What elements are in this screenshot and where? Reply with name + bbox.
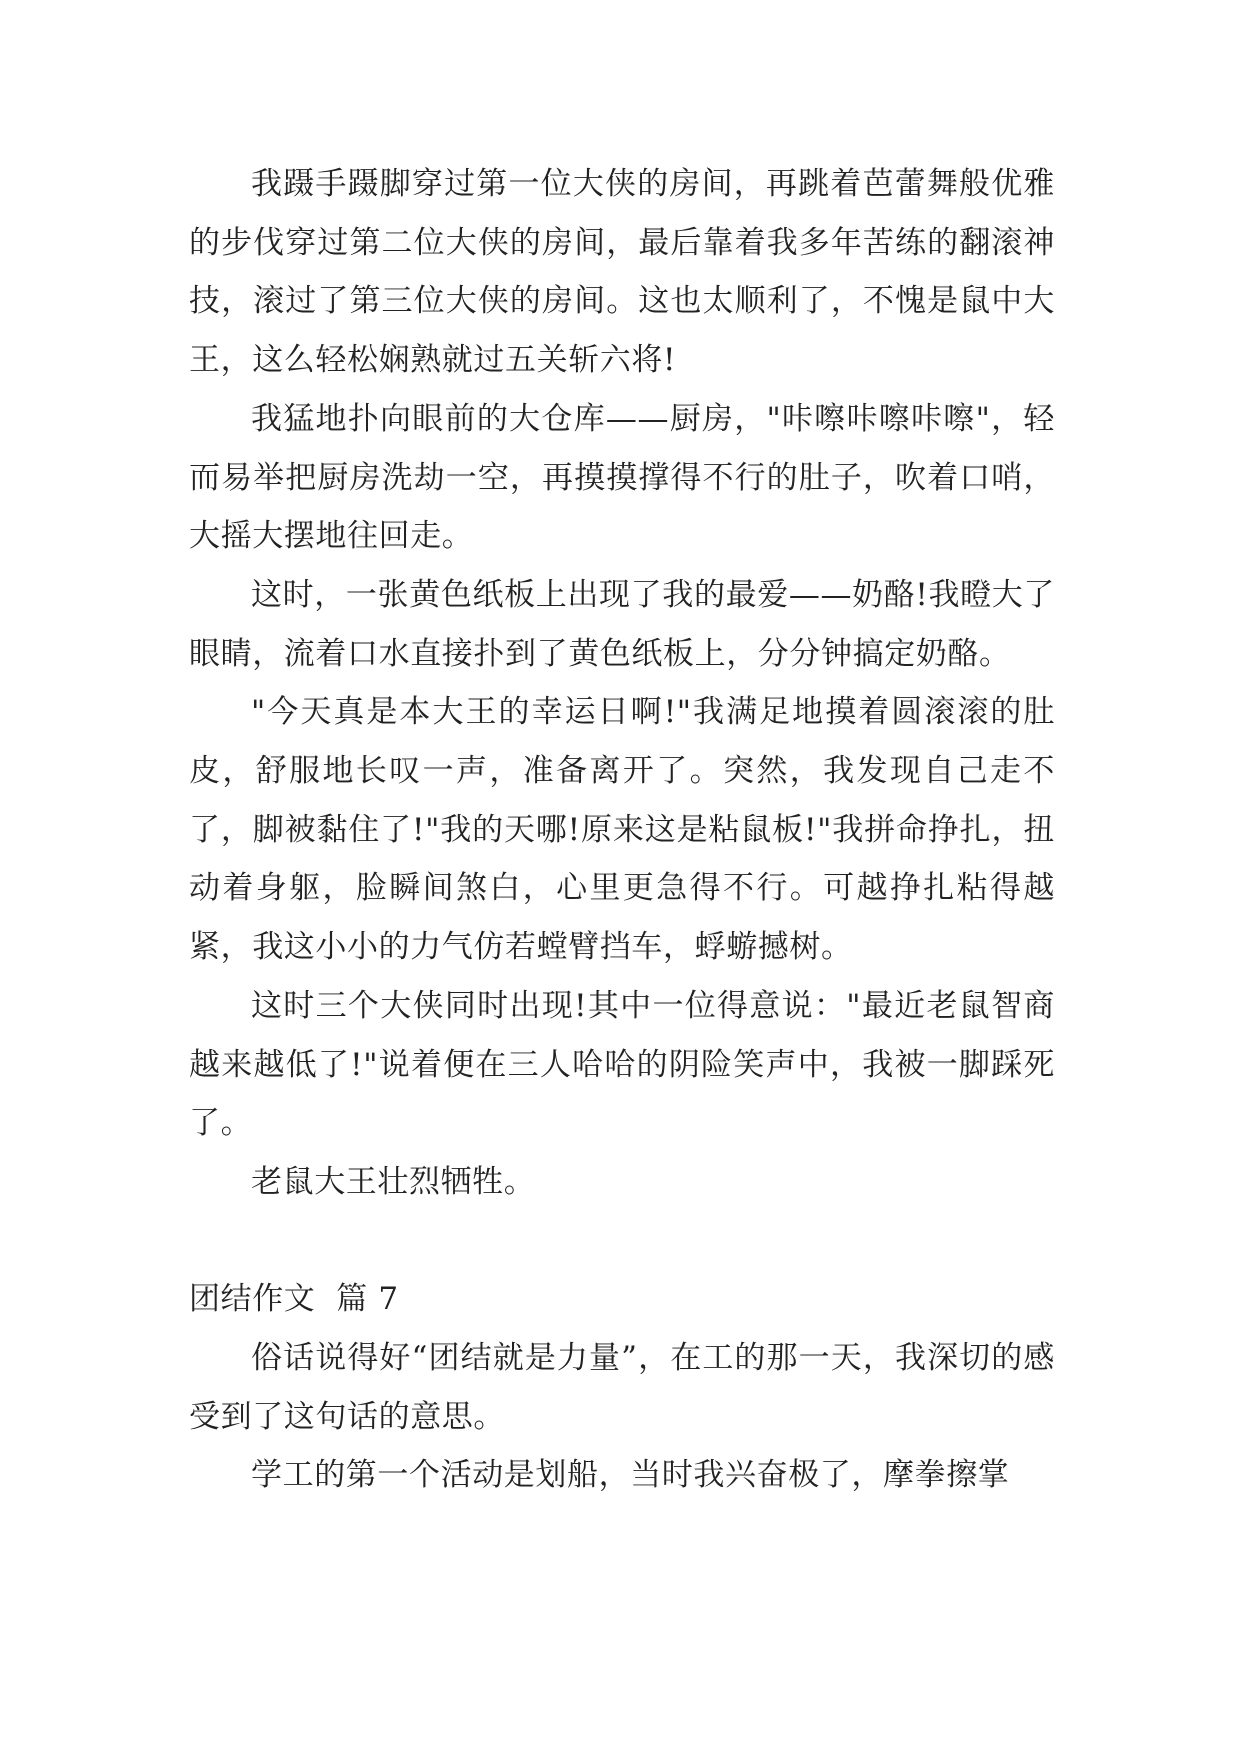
document-body: [189, 155, 1055, 1505]
paragraph: 老鼠大王壮烈牺牲。: [251, 1163, 536, 1200]
section-heading: 团结作文 篇 7: [189, 1281, 399, 1318]
paragraph: "今天真是本大王的幸运日啊!"我满足地摸着圆滚滚的肚皮，舒服地长叹一声，准备离开了。突然，我发现自己走不了，脚被黏住了!"我的天哪!原来这是粘鼠板!"我拼命挣扎，扭动着身躯，脸瞬间煞白，心里更急得不行。可越挣扎粘得越紧，我这小小的力气仿若螳臂挡车，蜉蝣撼树。: [189, 694, 1055, 966]
paragraph: 这时三个大侠同时出现!其中一位得意说："最近老鼠智商越来越低了!"说着便在三人哈哈的阴险笑声中，我被一脚踩死了。: [189, 987, 1055, 1142]
paragraph: 我蹑手蹑脚穿过第一位大侠的房间，再跳着芭蕾舞般优雅的步伐穿过第二位大侠的房间，最后靠着我多年苦练的翻滚神技，滚过了第三位大侠的房间。这也太顺利了，不愧是鼠中大王，这么轻松娴熟就过五关斩六将!: [189, 166, 1055, 379]
paragraph: 这时，一张黄色纸板上出现了我的最爱——奶酪!我瞪大了眼睛，流着口水直接扑到了黄色纸板上，分分钟搞定奶酪。: [189, 576, 1055, 672]
paragraph: 俗话说得好“团结就是力量”，在工的那一天，我深切的感受到了这句话的意思。: [189, 1340, 1055, 1435]
paragraph: 学工的第一个活动是划船，当时我兴奋极了，摩拳擦掌: [251, 1457, 1010, 1494]
paragraph: 我猛地扑向眼前的大仓库——厨房，"咔嚓咔嚓咔嚓"，轻而易举把厨房洗劫一空，再摸摸撑得不行的肚子，吹着口哨，大摇大摆地往回走。: [189, 400, 1055, 555]
